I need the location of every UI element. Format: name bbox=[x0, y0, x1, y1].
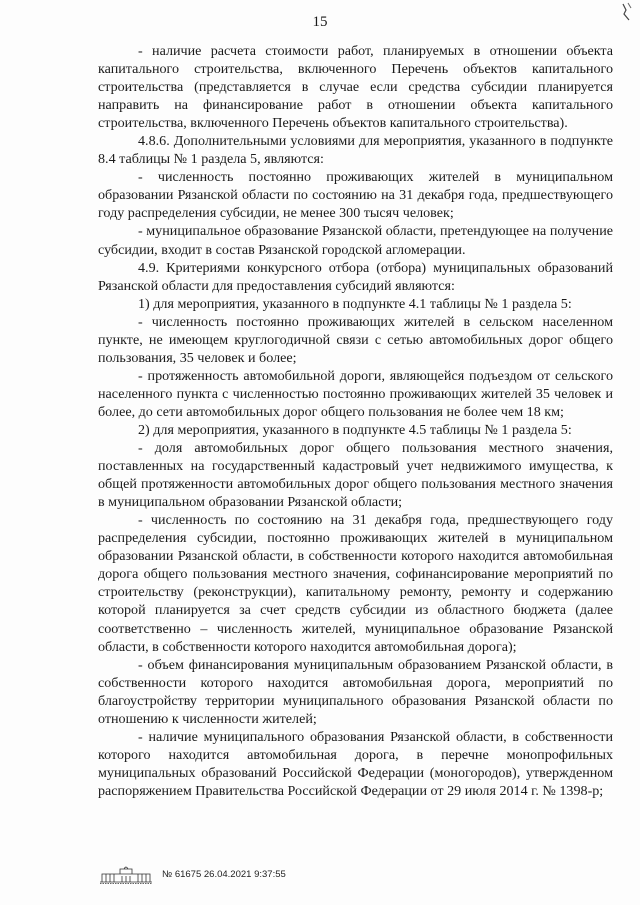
paragraph: 2) для мероприятия, указанного в подпункте 4.5 таблицы № 1 раздела 5: bbox=[138, 421, 572, 438]
paragraph: - наличие муниципального образования Рязанской области, в собственности которого находится автомобильная дорога, в перечне монопрофильных муниципальных образований Российской Федерации (моногородов), утвержденном распоряжением Правительства Российской Федерации от 29 июля 2014 г. № 1398-р; bbox=[98, 728, 613, 799]
registration-stamp: № 61675 26.04.2021 9:37:55 bbox=[162, 868, 286, 880]
paragraph: - наличие расчета стоимости работ, планируемых в отношении объекта капитального строительства, включенного Перечень объектов капитального строительства (представляется в случае если средства субсидии планируется направить на финансирование работ в отношении объекта капитального строительства, включенного Перечень объектов капитального строительства). bbox=[98, 43, 613, 132]
paragraph: - численность по состоянию на 31 декабря года, предшествующего году распределения субсидии, постоянно проживающих жителей в муниципальном образовании Рязанской области, в собственности которого находится автомобильная дорога общего пользования местного значения, софинансирование мероприятий по строительству (реконструкции), капитальному ремонту, ремонту и содержанию которой планируется за счет средств субсидии из областного бюджета (далее соответственно – численность жителей, муниципальное образование Рязанской области, в собственности которого находится автомобильная дорога); bbox=[98, 512, 613, 655]
paragraph: 4.9. Критериями конкурсного отбора (отбора) муниципальных образований Рязанской области для предоставления субсидий являются: bbox=[98, 259, 613, 294]
paragraph: - объем финансирования муниципальным образованием Рязанской области, в собственности которого находится автомобильная дорога, мероприятий по благоустройству территории муниципального образования Рязанской области по отношению к численности жителей; bbox=[98, 656, 613, 727]
paragraph: - муниципальное образование Рязанской области, претендующее на получение субсидии, входит в состав Рязанской городской агломерации. bbox=[98, 223, 613, 258]
paragraph: - численность постоянно проживающих жителей в сельском населенном пункте, не имеющем круглогодичной связи с сетью автомобильных дорог общего пользования, 35 человек и более; bbox=[98, 313, 613, 366]
paragraph: - протяженность автомобильной дороги, являющейся подъездом от сельского населенного пункта с численностью постоянно проживающих жителей 35 человек и более, до сети автомобильных дорог общего пользования не более чем 18 км; bbox=[98, 367, 613, 420]
paragraph: 4.8.6. Дополнительными условиями для мероприятия, указанного в подпункте 8.4 таблицы № 1 раздела 5, являются: bbox=[98, 133, 613, 168]
document-body bbox=[98, 42, 613, 800]
paragraph: - численность постоянно проживающих жителей в муниципальном образовании Рязанской области по состоянию на 31 декабря года, предшествующего году распределения субсидии, не менее 300 тысяч человек; bbox=[98, 169, 613, 222]
building-emblem-icon bbox=[98, 864, 154, 884]
page-number: 15 bbox=[312, 14, 328, 30]
registration-footer bbox=[98, 864, 286, 884]
paragraph: - доля автомобильных дорог общего пользования местного значения, поставленных на государственный кадастровый учет недвижимого имущества, к общей протяженности автомобильных дорог общего пользования местного значения в муниципальном образовании Рязанской области; bbox=[98, 440, 613, 511]
paragraph: 1) для мероприятия, указанного в подпункте 4.1 таблицы № 1 раздела 5: bbox=[138, 295, 572, 312]
